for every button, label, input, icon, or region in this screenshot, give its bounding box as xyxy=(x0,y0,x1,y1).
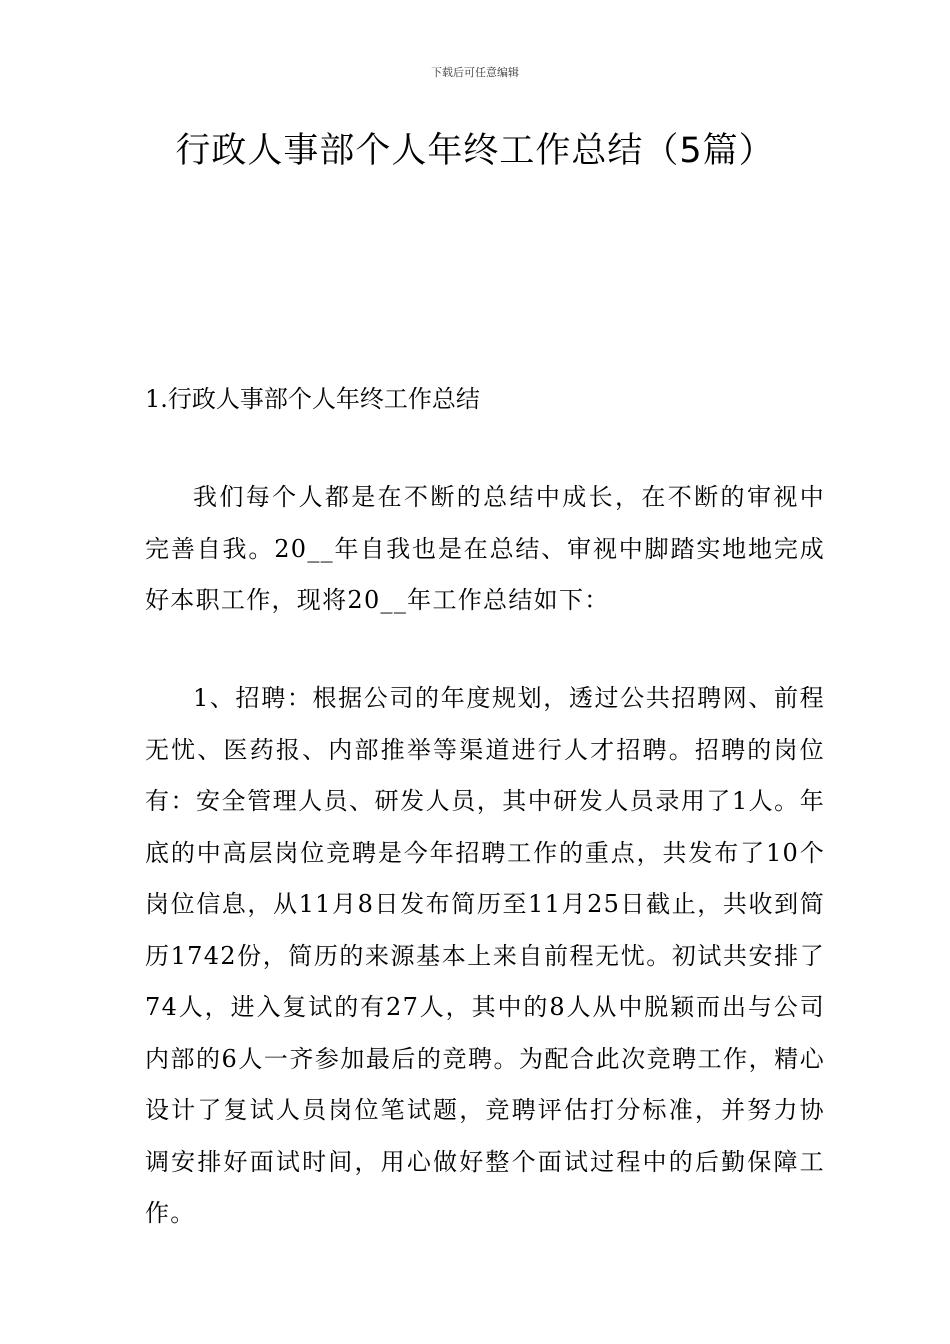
section-heading: 1.行政人事部个人年终工作总结 xyxy=(145,385,480,413)
paragraph-intro: 我们每个人都是在不断的总结中成长，在不断的审视中完善自我。20__年自我也是在总结、审视中脚踏实地地完成好本职工作，现将20__年工作总结如下： xyxy=(145,483,825,614)
paragraph-recruitment: 1、招聘：根据公司的年度规划，透过公共招聘网、前程无忧、医药报、内部推举等渠道进行人才招聘。招聘的岗位有：安全管理人员、研发人员，其中研发人员录用了1人。年底的中高层岗位竞聘是今年招聘工作的重点，共发布了10个岗位信息，从11月8日发布简历至11月25日截止，共收到简历1742份，简历的来源基本上来自前程无忧。初试共安排了74人，进入复试的有27人，其中的8人从中脱颖而出与公司内部的6人一齐参加最后的竞聘。为配合此次竞聘工作，精心设计了复试人员岗位笔试题，竞聘评估打分标准，并努力协调安排好面试时间，用心做好整个面试过程中的后勤保障工作。 xyxy=(145,684,825,1227)
document-title: 行政人事部个人年终工作总结（5篇） xyxy=(175,131,775,171)
header-note: 下载后可任意编辑 xyxy=(431,66,519,79)
